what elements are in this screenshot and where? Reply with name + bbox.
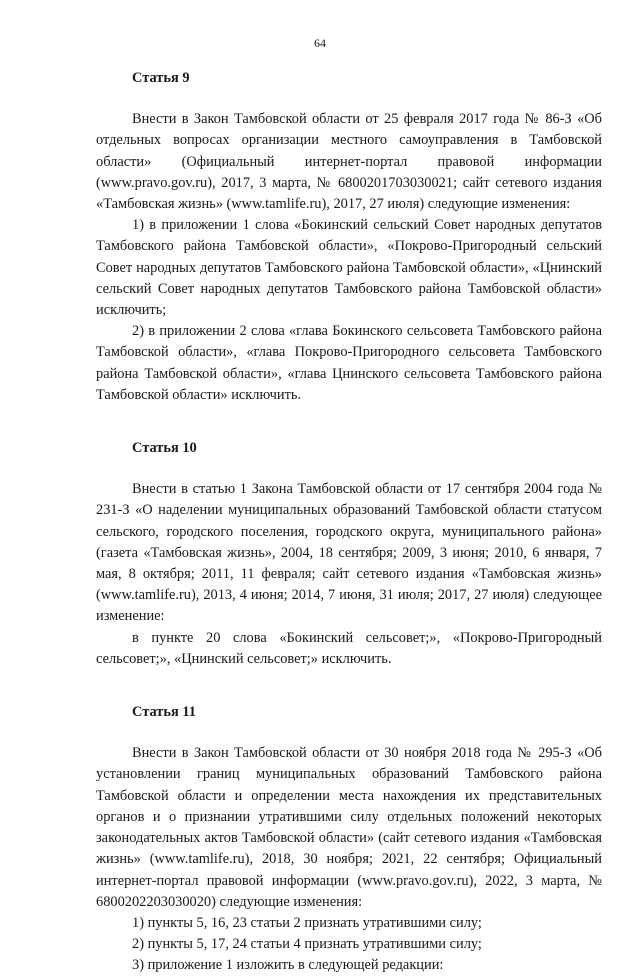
article-heading: Статья 11	[132, 704, 196, 721]
page-content	[96, 58, 602, 977]
article-intro: Внести в Закон Тамбовской области от 30 ноября 2018 года № 295-З «Об установлении границ муниципальных образований Тамбовского района Тамбовской области и определении места нахождения их представительных органов и о признании утратившими силу отдельных положений некоторых законодательных актов Тамбовской области» (сайт сетевого издания «Тамбовская жизнь» (www.tamlife.ru), 2018, 30 ноября; 2021, 22 сентября; Официальный интернет-портал правовой информации (www.pravo.gov.ru), 2022, 3 марта, № 6800202203030020) следующие изменения:	[96, 745, 602, 910]
article-10	[96, 438, 602, 670]
article-item: 1) в приложении 1 слова «Бокинский сельский Совет народных депутатов Тамбовского района Тамбовской области», «Покрово-Пригородный сельский Совет народных депутатов Тамбовского района Тамбовской области», «Цнинский сельский Совет народных депутатов Тамбовского района Тамбовской области» исключить;	[96, 217, 602, 319]
article-intro: Внести в статью 1 Закона Тамбовской области от 17 сентября 2004 года № 231-З «О наделении муниципальных образований Тамбовской области статусом сельского, городского поселения, городского округа, муниципального района» (газета «Тамбовская жизнь», 2004, 18 сентября; 2009, 3 июня; 2010, 6 января, 7 мая, 8 октября; 2011, 11 февраля; сайт сетевого издания «Тамбовская жизнь» (www.tamlife.ru), 2013, 4 июня; 2014, 7 июня, 31 июля; 2017, 27 июля) следующее изменение:	[96, 481, 602, 625]
article-item: 2) пункты 5, 17, 24 статьи 4 признать утратившими силу;	[132, 936, 482, 953]
article-item: 1) пункты 5, 16, 23 статьи 2 признать утратившими силу;	[132, 914, 482, 931]
article-heading: Статья 10	[132, 440, 197, 457]
page-number: 64	[314, 36, 326, 50]
article-9	[96, 68, 602, 406]
article-11	[96, 702, 602, 976]
article-intro: Внести в Закон Тамбовской области от 25 февраля 2017 года № 86-З «Об отдельных вопросах организации местного самоуправления в Тамбовской области» (Официальный интернет-портал правовой информации (www.pravo.gov.ru), 2017, 3 марта, № 6800201703030021; сайт сетевого издания «Тамбовская жизнь» (www.tamlife.ru), 2017, 27 июля) следующие изменения:	[96, 111, 602, 213]
article-item: 2) в приложении 2 слова «глава Бокинского сельсовета Тамбовского района Тамбовской области», «глава Покрово-Пригородного сельсовета Тамбовского района Тамбовской области», «глава Цнинского сельсовета Тамбовского района Тамбовской области» исключить.	[96, 323, 602, 403]
article-item: в пункте 20 слова «Бокинский сельсовет;», «Покрово-Пригородный сельсовет;», «Цнинский сельсовет;» исключить.	[96, 629, 602, 667]
article-heading: Статья 9	[132, 70, 190, 86]
article-item: 3) приложение 1 изложить в следующей редакции:	[132, 957, 444, 974]
